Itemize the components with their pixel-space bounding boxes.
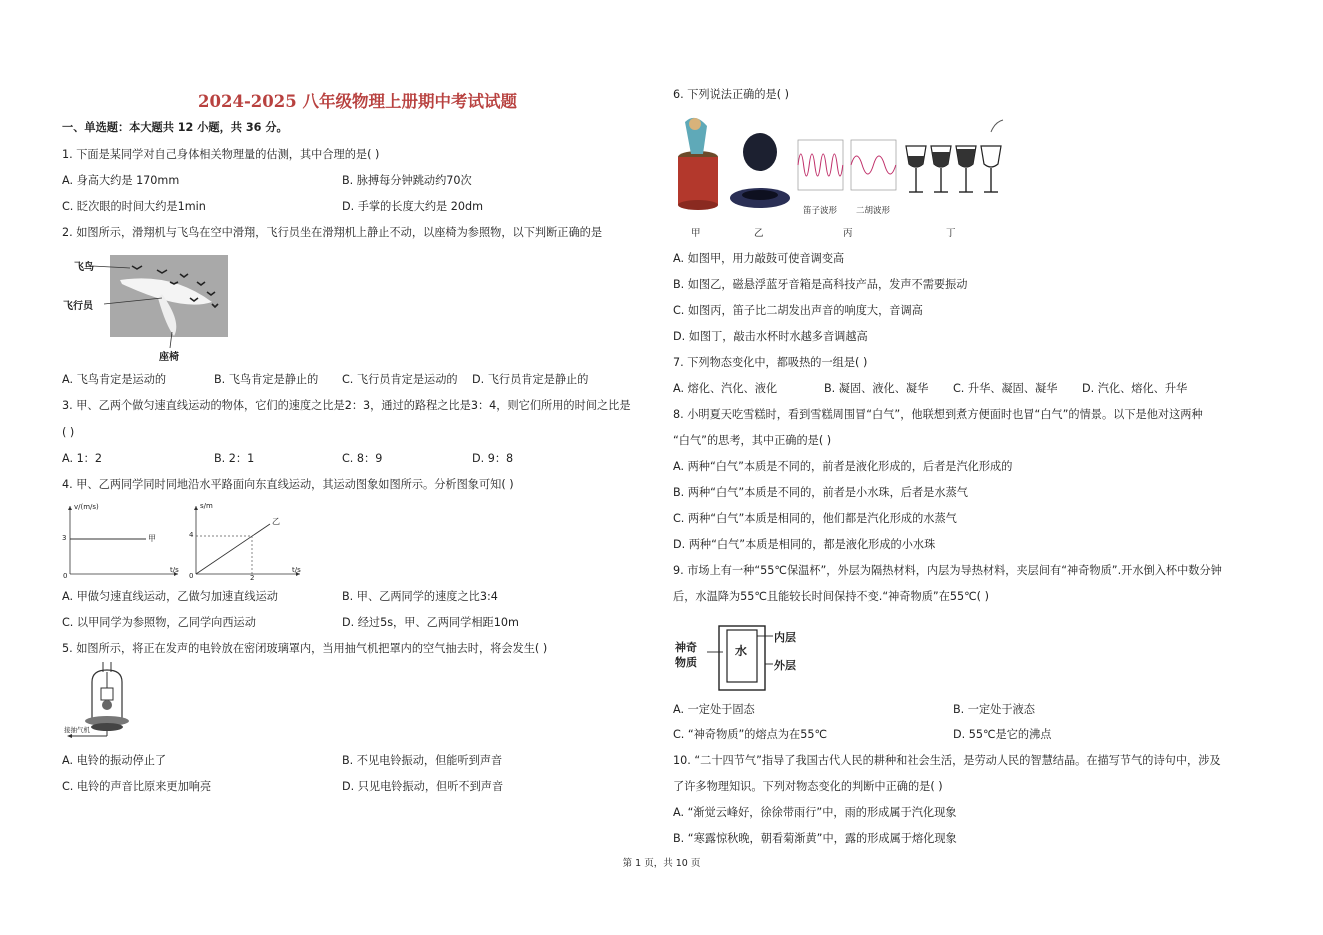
q8-option-d: D. 两种“白气”本质是相同的，都是液化形成的小水珠 xyxy=(673,538,936,551)
fig-label-ding: 丁 xyxy=(946,228,956,239)
q2-option-b: B. 飞鸟肯定是静止的 xyxy=(214,373,319,386)
fig-label-jia: 甲 xyxy=(691,228,701,239)
wave-label-erhu: 二胡波形 xyxy=(856,206,891,216)
q3-option-a: A. 1：2 xyxy=(62,452,102,465)
q3-option-d: D. 9：8 xyxy=(472,452,514,465)
q8-stem: 8. 小明夏天吃雪糕时，看到雪糕周围冒“白气”，他联想到煮方便面时也冒“白气”的情景。以下是他对这两种 xyxy=(673,408,1203,421)
q5-option-a: A. 电铃的振动停止了 xyxy=(62,754,167,767)
fig-label-bird: 飞鸟 xyxy=(74,262,94,273)
q1-option-d: D. 手掌的长度大约是 20dm xyxy=(342,200,484,213)
section-heading: 一、单选题：本大题共 12 小题，共 36 分。 xyxy=(62,121,288,134)
q9-option-a: A. 一定处于固态 xyxy=(673,703,755,716)
q8-option-b: B. 两种“白气”本质是不同的，前者是小水珠，后者是水蒸气 xyxy=(673,486,968,499)
q9-option-d: D. 55℃是它的沸点 xyxy=(953,728,1052,741)
bell-jar-figure: 接抽气机 xyxy=(62,660,152,742)
q6-option-c: C. 如图丙，笛子比二胡发出声音的响度大，音调高 xyxy=(673,304,923,317)
q2-stem: 2. 如图所示，滑翔机与飞鸟在空中滑翔，飞行员坐在滑翔机上静止不动，以座椅为参照物，以下判断正确的是 xyxy=(62,226,603,239)
q7-option-d: D. 汽化、熔化、升华 xyxy=(1082,382,1188,395)
glider-figure xyxy=(62,252,232,362)
velocity-time-graph: v/(m/s) 3 0 甲 t/s xyxy=(62,503,179,580)
page-title: 2024-2025 八年级物理上册期中考试试题 xyxy=(198,92,517,111)
distance-time-graph: s/m 4 0 2 乙 t/s xyxy=(189,502,301,582)
q3-option-c: C. 8：9 xyxy=(342,452,383,465)
q6-option-a: A. 如图甲，用力敲鼓可使音调变高 xyxy=(673,252,845,265)
q4-option-a: A. 甲做匀速直线运动，乙做匀加速直线运动 xyxy=(62,590,278,603)
q5-option-d: D. 只见电铃振动，但听不到声音 xyxy=(342,780,504,793)
q3-stem: 3. 甲、乙两个做匀速直线运动的物体，它们的速度之比是2：3，通过的路程之比是3：4，则它们所用的时间之比是 xyxy=(62,399,631,412)
q4-option-b: B. 甲、乙两同学的速度之比3:4 xyxy=(342,590,498,603)
q3-stem-cont: ( ) xyxy=(62,426,75,439)
q9-option-c: C. “神奇物质”的熔点为在55℃ xyxy=(673,728,828,741)
q10-stem: 10. “二十四节气”指导了我国古代人民的耕种和社会生活，是劳动人民的智慧结晶。在描写节气的诗句中，涉及 xyxy=(673,754,1221,767)
q6-option-d: D. 如图丁，敲击水杯时水越多音调越高 xyxy=(673,330,868,343)
q5-option-b: B. 不见电铃振动，但能听到声音 xyxy=(342,754,503,767)
fig-label-bing: 丙 xyxy=(843,228,853,239)
q4-stem: 4. 甲、乙两同学同时同地沿水平路面向东直线运动，其运动图象如图所示。分析图象可知( ) xyxy=(62,478,514,491)
q6-option-b: B. 如图乙，磁悬浮蓝牙音箱是高科技产品，发声不需要振动 xyxy=(673,278,968,291)
fig-label-yi: 乙 xyxy=(754,228,764,239)
q3-option-b: B. 2：1 xyxy=(214,452,255,465)
fig-label-pilot: 飞行员 xyxy=(63,301,93,312)
q8-stem-cont: “白气”的思考，其中正确的是( ) xyxy=(673,434,832,447)
page-footer: 第 1 页，共 10 页 xyxy=(622,858,701,869)
q6-stem: 6. 下列说法正确的是( ) xyxy=(673,88,790,101)
q1-option-b: B. 脉搏每分钟跳动约70次 xyxy=(342,174,472,187)
q5-option-c: C. 电铃的声音比原来更加响亮 xyxy=(62,780,212,793)
q1-stem: 1. 下面是某同学对自己身体相关物理量的估测，其中合理的是( ) xyxy=(62,148,380,161)
q8-option-a: A. 两种“白气”本质是不同的，前者是液化形成的，后者是汽化形成的 xyxy=(673,460,1013,473)
q4-option-c: C. 以甲同学为参照物，乙同学向西运动 xyxy=(62,616,256,629)
sound-figures xyxy=(673,112,1013,242)
wave-label-flute: 笛子波形 xyxy=(803,206,838,216)
q9-stem-cont: 后，水温降为55℃且能较长时间保持不变.“神奇物质”在55℃( ) xyxy=(673,590,989,603)
q4-option-d: D. 经过5s，甲、乙两同学相距10m xyxy=(342,616,519,629)
q10-option-b: B. “寒露惊秋晚，朝看菊渐黄”中，露的形成属于熔化现象 xyxy=(673,832,957,845)
q5-stem: 5. 如图所示，将正在发声的电铃放在密闭玻璃罩内，当用抽气机把罩内的空气抽去时，将会发生( ) xyxy=(62,642,548,655)
q1-option-a: A. 身高大约是 170mm xyxy=(62,174,180,187)
q7-option-c: C. 升华、凝固、凝华 xyxy=(953,382,1058,395)
q10-option-a: A. “渐觉云峰好，徐徐带雨行”中，雨的形成属于汽化现象 xyxy=(673,806,957,819)
q9-stem: 9. 市场上有一种“55℃保温杯”，外层为隔热材料，内层为导热材料，夹层间有“神奇物质”.开水倒入杯中数分钟 xyxy=(673,564,1222,577)
q8-option-c: C. 两种“白气”本质是相同的，他们都是汽化形成的水蒸气 xyxy=(673,512,957,525)
fig-label-seat: 座椅 xyxy=(159,352,179,363)
q2-option-d: D. 飞行员肯定是静止的 xyxy=(472,373,589,386)
q1-option-c: C. 眨次眼的时间大约是1min xyxy=(62,200,206,213)
q7-option-a: A. 熔化、汽化、液化 xyxy=(673,382,778,395)
q10-stem-cont: 了许多物理知识。下列对物态变化的判断中正确的是( ) xyxy=(673,780,943,793)
thermos-figure: 神奇 物质 水 内层 外层 xyxy=(673,622,813,694)
q7-stem: 7. 下列物态变化中，都吸热的一组是( ) xyxy=(673,356,868,369)
q9-option-b: B. 一定处于液态 xyxy=(953,703,1035,716)
q2-option-c: C. 飞行员肯定是运动的 xyxy=(342,373,458,386)
q2-option-a: A. 飞鸟肯定是运动的 xyxy=(62,373,167,386)
q7-option-b: B. 凝固、液化、凝华 xyxy=(824,382,929,395)
